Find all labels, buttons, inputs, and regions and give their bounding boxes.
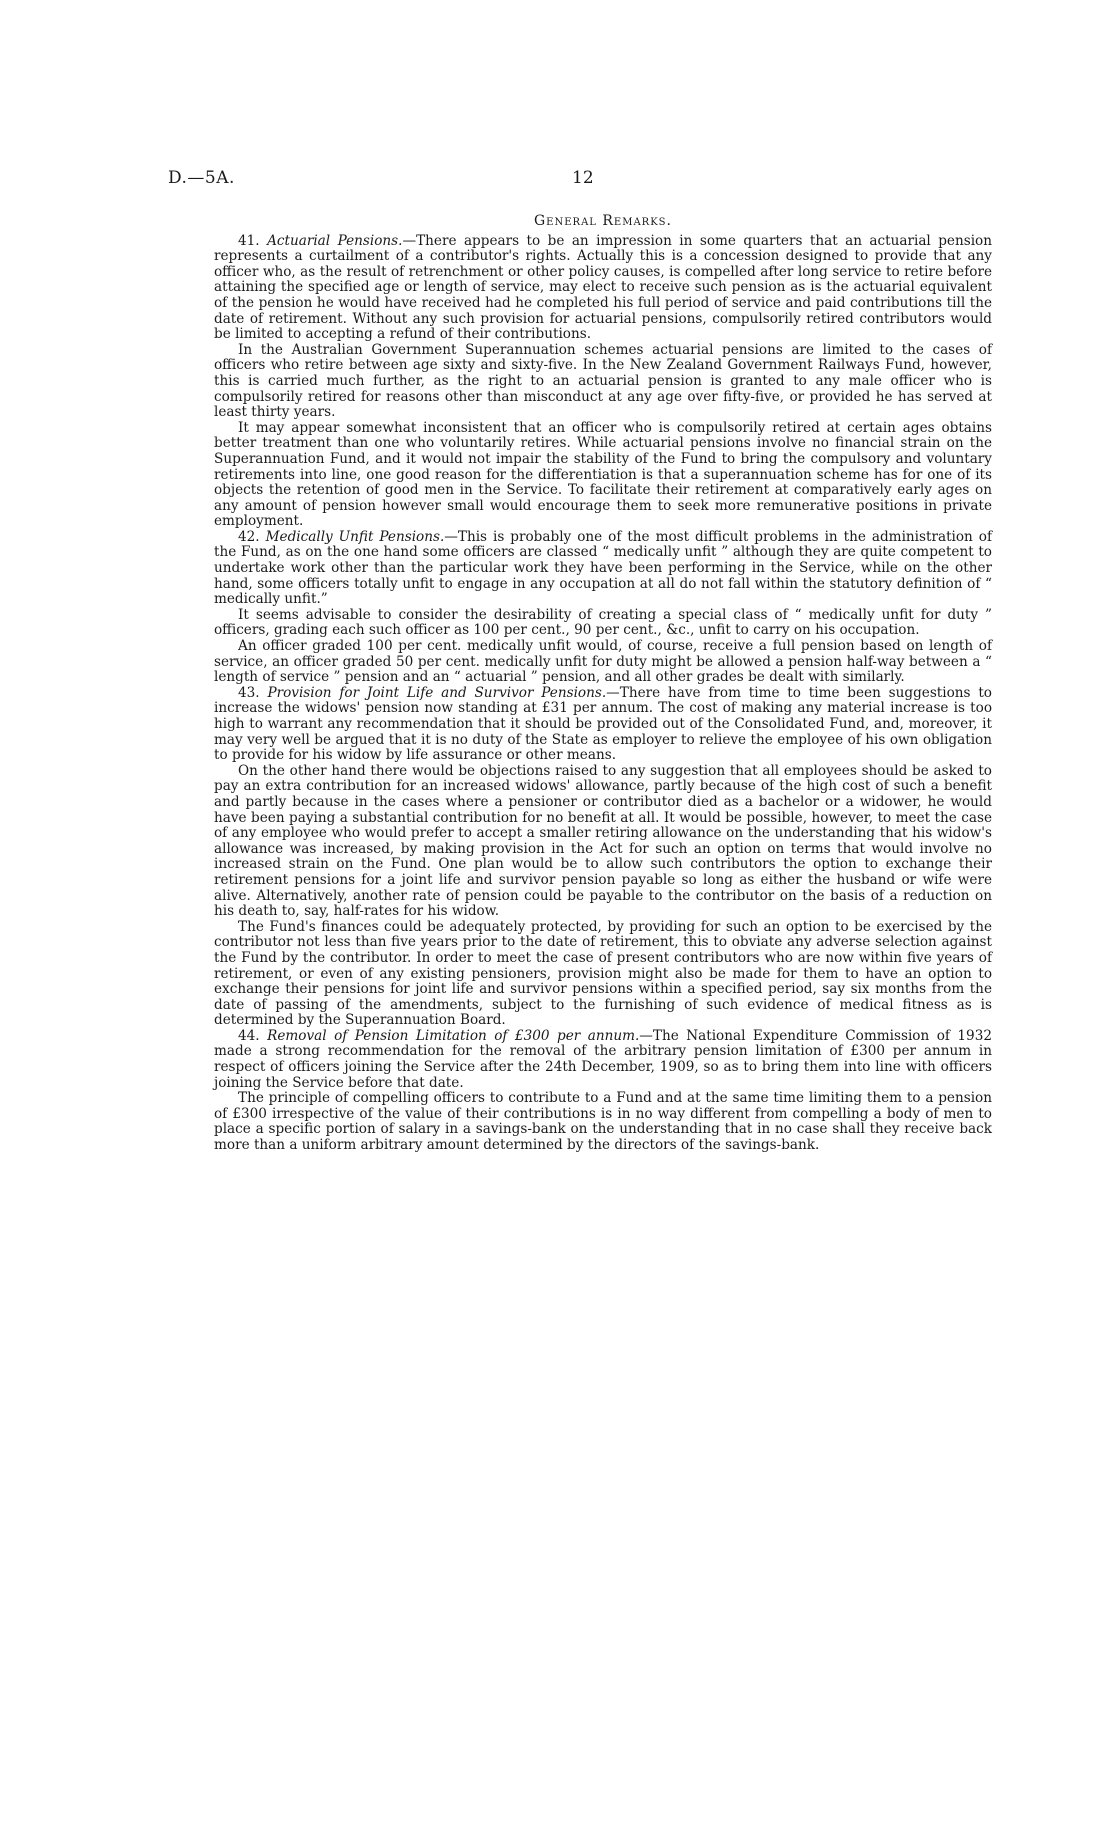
paragraph-heading: Actuarial Pensions.: [267, 232, 403, 249]
paragraph-42: [214, 530, 992, 608]
paragraph-text: It may appear somewhat inconsistent that an officer who is compulsorily retired at certain ages obtains better treatment than one who voluntarily retires. While actuarial pensions involve no financial strain on the Superannuation Fund, and it would not impair the stability of the Fund to bring the compulsory and voluntary retirements into line, one good reason for the differentiation is that a superannuation scheme has for one of its objects the retention of good men in the Service. To facilitate their retirement at comparatively early ages on any amount of pension however small would encourage them to seek more remunerative positions in private employment.: [214, 419, 992, 530]
paragraph-43: [214, 686, 992, 764]
paragraph-text: On the other hand there would be objections raised to any suggestion that all employees should be asked to pay an extra contribution for an increased widows' allowance, partly because of the high cost of such a benefit and partly because in the cases where a pensioner or contributor died as a bachelor or a widower, he would have been paying a substantial contribution for no benefit at all. It would be possible, however, to meet the case of any employee who would prefer to accept a smaller retiring allowance on the understanding that his widow's allowance was increased, by making provision in the Act for such an option on terms that would involve no increased strain on the Fund. One plan would be to allow such contributors the option to exchange their retirement pensions for a joint life and survivor pension payable so long as either the husband or wife were alive. Alternatively, another rate of pension could be payable to the contributor on the basis of a reduction on his death to, say, half-rates for his widow.: [214, 762, 992, 920]
document-reference: D.—5A.: [168, 168, 235, 188]
paragraph-text: —The National Expenditure Commission of 1932 made a strong recommendation for the removal of the arbitrary pension limitation of £300 per annum in respect of officers joining the Service after the 24th December, 1909, so as to bring them into line with officers joining the Service before that date.: [214, 1027, 992, 1091]
paragraph: [214, 920, 992, 1029]
paragraph-text: —There appears to be an impression in some quarters that an actuarial pension represents a curtailment of a contributor's rights. Actually this is a concession designed to provide that any officer who, as the result of retrenchment or other policy causes, is compelled after long service to retire before attaining the specified age or length of service, may elect to receive such pension as is the actuarial equivalent of the pension he would have received had he completed his full period of service and paid contributions till the date of retirement. Without any such provision for actuarial pensions, compulsorily retired contributors would be limited to accepting a refund of their contributions.: [214, 232, 992, 343]
paragraph: [214, 421, 992, 530]
paragraph-text: The Fund's finances could be adequately protected, by providing for such an option to be exercised by the contributor not less than five years prior to the date of retirement, this to obviate any adverse selection against the Fund by the contributor. In order to meet the case of present contributors who are now within five years of retirement, or even of any existing pensioners, provision might also be made for them to have an option to exchange their pensions for joint life and survivor pensions within a specified period, say six months from the date of passing of the amendments, subject to the furnishing of such evidence of medical fitness as is determined by the Superannuation Board.: [214, 918, 992, 1029]
paragraph-heading: Medically Unfit Pensions.: [265, 528, 445, 545]
paragraph: [214, 1091, 992, 1153]
paragraph: [214, 639, 992, 686]
page-header: [168, 168, 946, 192]
paragraph-44: [214, 1029, 992, 1091]
paragraph-heading: Removal of Pension Limitation of £300 per annum.: [267, 1027, 640, 1044]
paragraph-text: The principle of compelling officers to contribute to a Fund and at the same time limiting them to a pension of £300 irrespective of the value of their contributions is in no way different from compelling a body of men to place a specific portion of salary in a savings-bank on the understanding that in no case shall they receive back more than a uniform arbitrary amount determined by the directors of the savings-bank.: [214, 1090, 992, 1154]
page-body: [214, 214, 992, 1154]
paragraph-text: —This is probably one of the most difficult problems in the administration of the Fund, as on the one hand some officers are classed “ medically unfit ” although they are quite competent to undertake work other than the particular work they have been performing in the Service, while on the other hand, some officers totally unfit to engage in any occupation at all do not fall within the statutory definition of “ medically unfit.”: [214, 528, 993, 608]
paragraph-text: —There have from time to time been suggestions to increase the widows' pension now standing at £31 per annum. The cost of making any material increase is too high to warrant any recommendation that it should be provided out of the Consolidated Fund, and, moreover, it may very well be argued that it is no duty of the State as employer to relieve the employee of his own obligation to provide for his widow by life assurance or other means.: [214, 684, 992, 764]
paragraph-number: 43.: [238, 684, 260, 701]
paragraph: [214, 608, 992, 639]
paragraph: [214, 343, 992, 421]
paragraph: [214, 764, 992, 920]
paragraph-text: It seems advisable to consider the desirability of creating a special class of “ medically unfit for duty ” officers, grading each such officer as 100 per cent., 90 per cent., &c., unfit to carry on his occupation.: [214, 606, 992, 639]
paragraph-41: [214, 234, 992, 343]
paragraph-number: 41.: [238, 232, 260, 249]
section-title: General Remarks.: [534, 213, 672, 229]
paragraph-text: An officer graded 100 per cent. medically unfit would, of course, receive a full pension based on length of service, an officer graded 50 per cent. medically unfit for duty might be allowed a pension half-way between a “ length of service ” pension and an “ actuarial ” pension, and all other grades be dealt with similarly.: [214, 638, 992, 686]
paragraph-text: In the Australian Government Superannuation schemes actuarial pensions are limited to the cases of officers who retire between age sixty and sixty-five. In the New Zealand Government Railways Fund, however, this is carried much further, as the right to an actuarial pension is granted to any male officer who is compulsorily retired for reasons other than misconduct at any age over fifty-five, or provided he has served at least thirty years.: [214, 341, 992, 421]
paragraph-number: 42.: [238, 528, 260, 545]
paragraph-heading: Provision for Joint Life and Survivor Pensions.: [267, 684, 607, 701]
page-number: 12: [572, 168, 594, 188]
paragraph-number: 44.: [238, 1027, 260, 1044]
